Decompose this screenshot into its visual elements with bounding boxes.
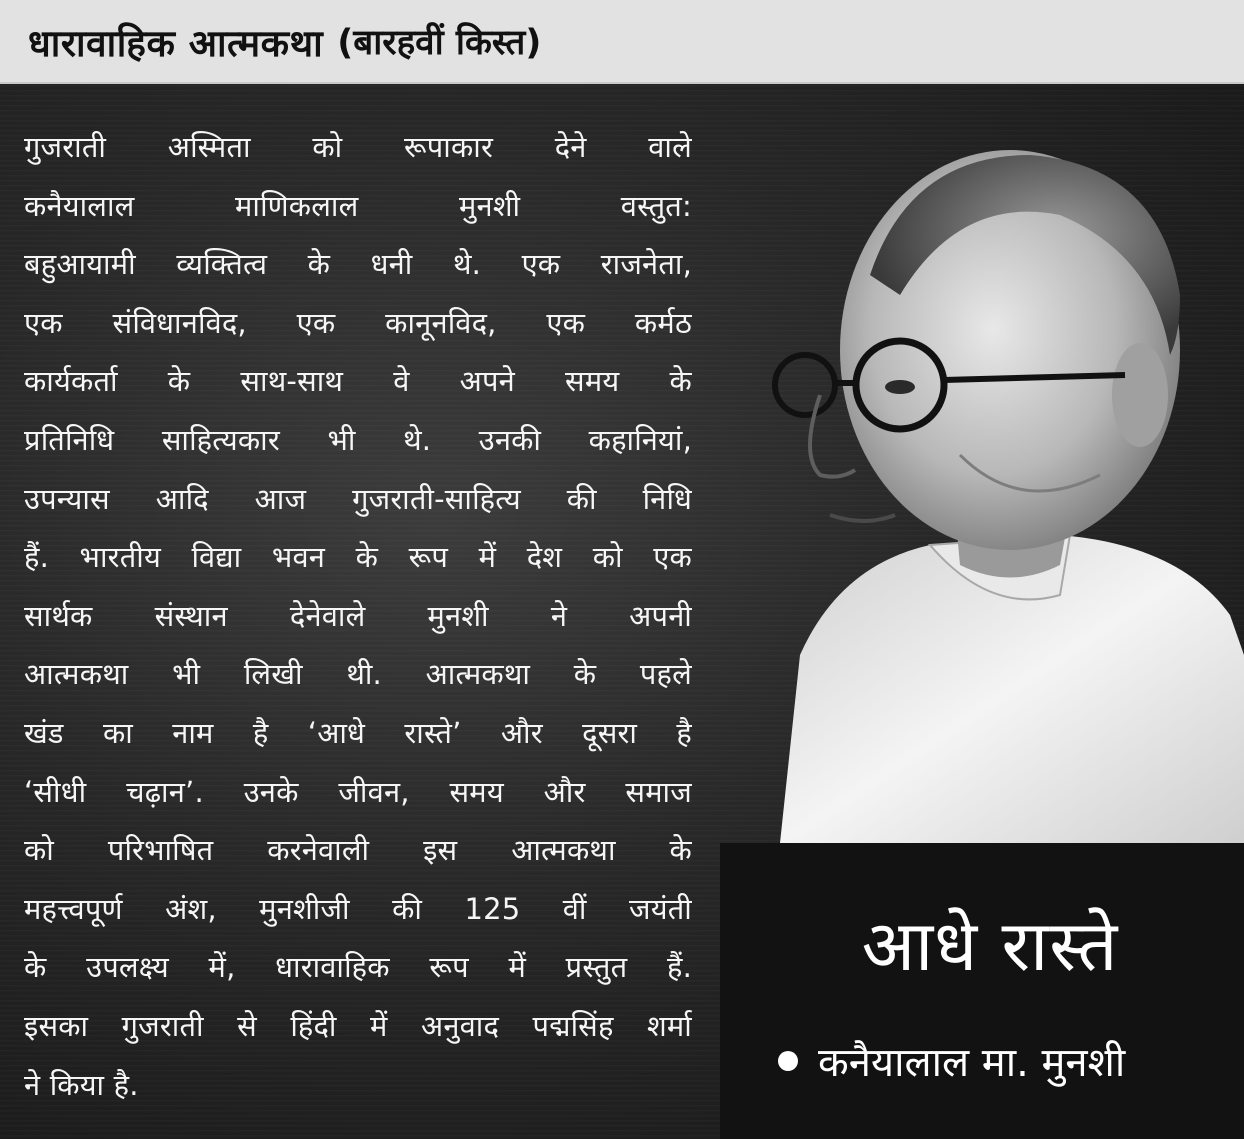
installment-label: (बारहवीं किस्त) xyxy=(337,22,542,63)
intro-line: ने किया है. xyxy=(24,1067,139,1102)
header-bar xyxy=(0,0,1244,84)
intro-line: खंड का नाम है ‘आधे रास्ते’ और दूसरा है xyxy=(24,715,692,750)
intro-line: महत्त्वपूर्ण अंश, मुनशीजी की 125 वीं जयंती xyxy=(24,891,692,926)
author-name: कनैयालाल मा. मुनशी xyxy=(818,1040,1126,1086)
intro-line: हैं. भारतीय विद्या भवन के रूप में देश को एक xyxy=(24,540,692,575)
intro-line: सार्थक संस्थान देनेवाले मुनशी ने अपनी xyxy=(24,598,692,633)
intro-line: ‘सीधी चढ़ान’. उनके जीवन, समय और समाज xyxy=(24,774,692,809)
intro-line: उपन्यास आदि आज गुजराती-साहित्य की निधि xyxy=(24,481,692,516)
intro-line: गुजराती अस्मिता को रूपाकार देने वाले xyxy=(24,130,692,164)
bullet-icon xyxy=(778,1051,798,1071)
author-byline xyxy=(778,1033,1125,1088)
book-title-panel xyxy=(720,843,1244,1139)
intro-line: प्रतिनिधि साहित्यकार भी थे. उनकी कहानियां, xyxy=(24,422,692,457)
intro-line: बहुआयामी व्यक्तित्व के धनी थे. एक राजनेता, xyxy=(24,247,692,282)
series-title: धारावाहिक आत्मकथा xyxy=(28,21,324,65)
intro-line: कार्यकर्ता के साथ-साथ वे अपने समय के xyxy=(24,364,692,399)
intro-line: कनैयालाल माणिकलाल मुनशी वस्तुत: xyxy=(24,188,692,223)
intro-line: एक संविधानविद, एक कानूनविद, एक कर्मठ xyxy=(24,305,692,340)
portrait-illustration xyxy=(760,95,1244,843)
intro-line: के उपलक्ष्य में, धारावाहिक रूप में प्रस्तुत हैं. xyxy=(24,950,692,985)
intro-line: को परिभाषित करनेवाली इस आत्मकथा के xyxy=(24,833,692,868)
intro-line: इसका गुजराती से हिंदी में अनुवाद पद्मसिंह शर्मा xyxy=(24,1008,692,1043)
intro-paragraph xyxy=(24,118,692,1114)
intro-line: आत्मकथा भी लिखी थी. आत्मकथा के पहले xyxy=(24,657,692,692)
author-portrait xyxy=(760,95,1244,843)
book-title: आधे रास्ते xyxy=(861,905,1119,987)
